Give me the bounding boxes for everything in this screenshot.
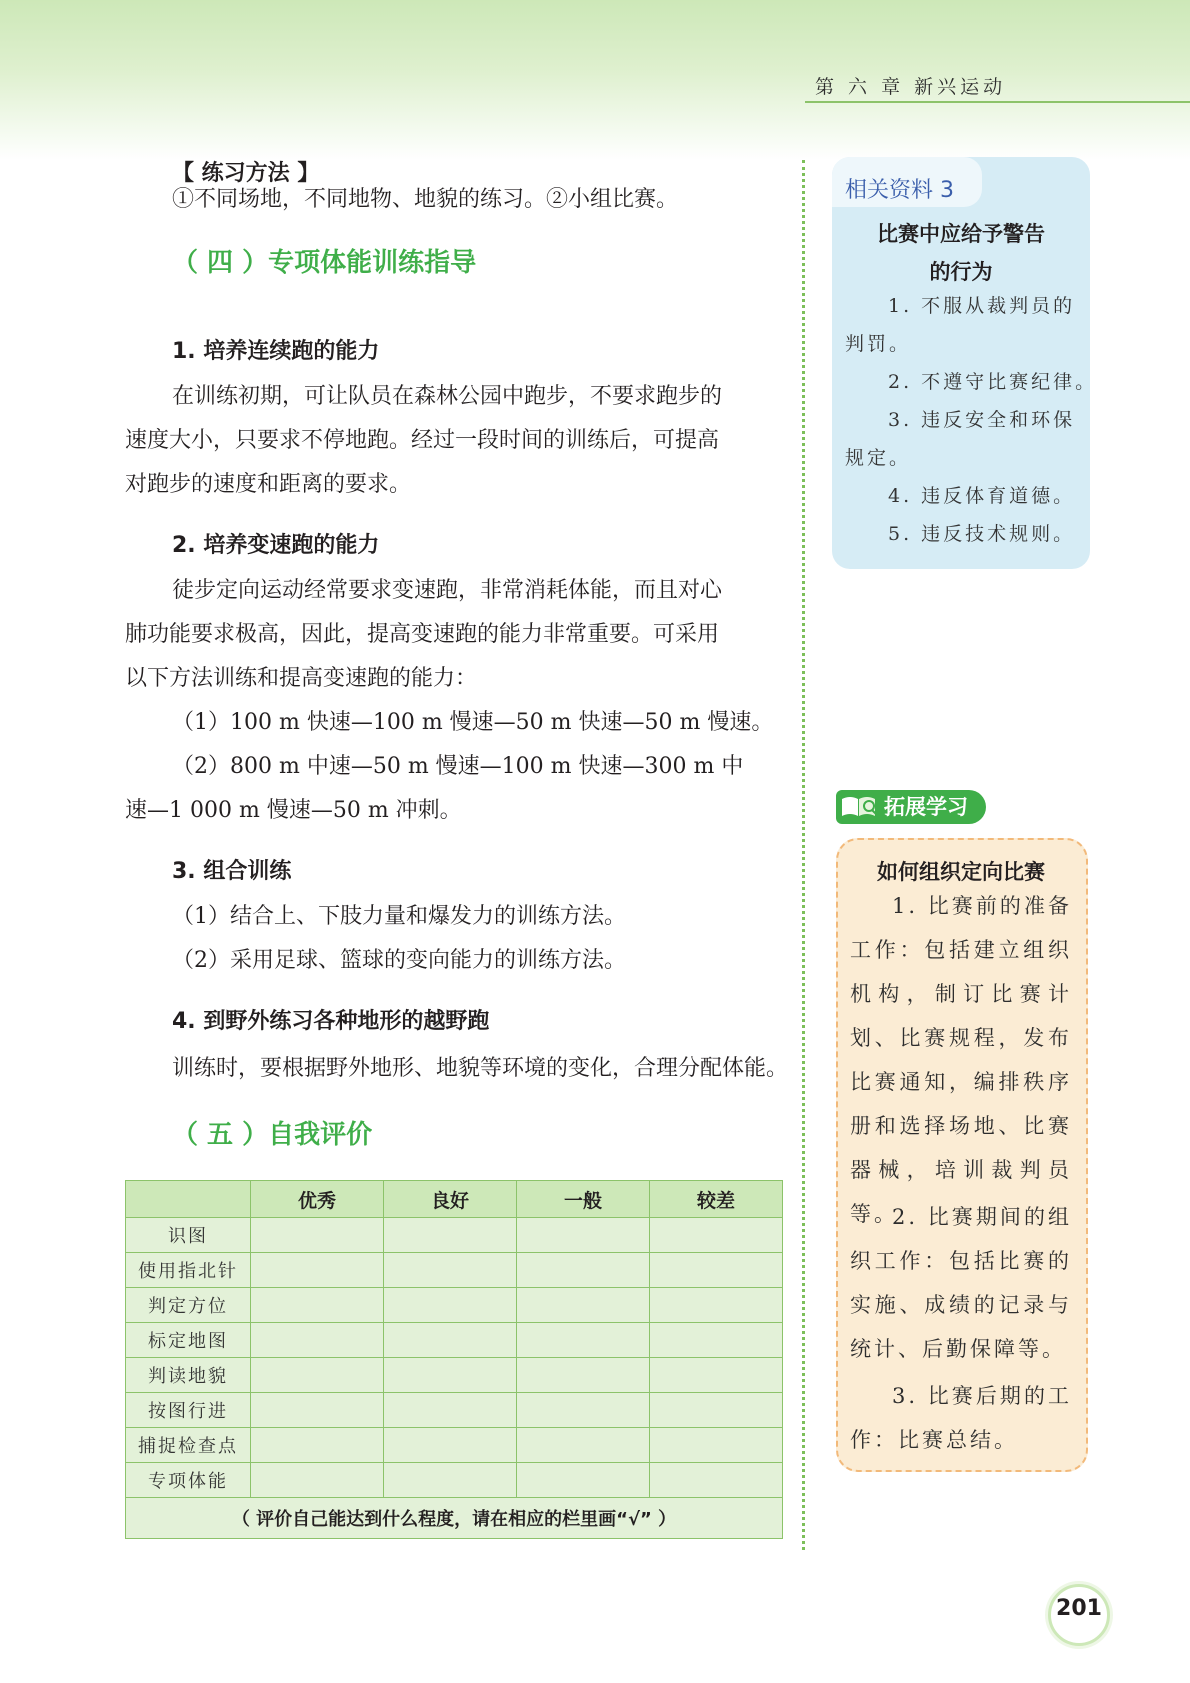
ref-item: 规定。	[845, 447, 912, 469]
rating-cell[interactable]	[251, 1288, 384, 1323]
table-row	[126, 1218, 783, 1253]
table-header-cell	[126, 1181, 251, 1218]
rating-cell[interactable]	[251, 1463, 384, 1498]
subsection-2-title: 2. 培养变速跑的能力	[172, 533, 380, 558]
ref-item: 2. 不遵守比赛纪律。	[888, 371, 1098, 393]
rating-cell[interactable]	[649, 1428, 782, 1463]
extension-badge-label: 拓展学习	[884, 795, 968, 819]
title-line: 的行为	[929, 260, 993, 284]
row-label: 使用指北针	[126, 1253, 251, 1288]
rating-cell[interactable]	[649, 1218, 782, 1253]
rating-cell[interactable]	[383, 1253, 516, 1288]
subsection-4-title: 4. 到野外练习各种地形的越野跑	[172, 1009, 490, 1034]
related-material-title	[832, 215, 1090, 291]
rating-cell[interactable]	[383, 1218, 516, 1253]
rating-cell[interactable]	[251, 1218, 384, 1253]
chapter-title: 第 六 章 新兴运动	[815, 76, 1007, 98]
rating-cell[interactable]	[251, 1358, 384, 1393]
rating-cell[interactable]	[383, 1428, 516, 1463]
rating-cell[interactable]	[383, 1463, 516, 1498]
rating-cell[interactable]	[649, 1288, 782, 1323]
ref-item: 3. 违反安全和环保	[888, 409, 1076, 431]
rating-cell[interactable]	[649, 1253, 782, 1288]
row-label: 按图行进	[126, 1393, 251, 1428]
rating-cell[interactable]	[649, 1358, 782, 1393]
column-divider	[802, 160, 805, 1550]
practice-method-title: 【 练习方法 】	[172, 161, 320, 186]
table-row	[126, 1253, 783, 1288]
extension-paragraph: 2. 比赛期间的组织工作：包括比赛的实施、成绩的记录与统计、后勤保障等。	[850, 1205, 1072, 1361]
rating-cell[interactable]	[516, 1253, 649, 1288]
paragraph-line: 训练时，要根据野外地形、地貌等环境的变化，合理分配体能。	[172, 1056, 789, 1081]
section-4-title: （ 四 ）专项体能训练指导	[172, 248, 477, 278]
method-item: （1）结合上、下肢力量和爆发力的训练方法。	[172, 904, 626, 929]
rating-cell[interactable]	[251, 1428, 384, 1463]
table-header-cell: 一般	[516, 1181, 649, 1218]
extension-paragraph: 1. 比赛前的准备工作：包括建立组织机构，制订比赛计划、比赛规程，发布比赛通知，编排秩序册和选择场地、比赛器械，培训裁判员等。	[850, 894, 1072, 1226]
rating-cell[interactable]	[516, 1358, 649, 1393]
row-label: 标定地图	[126, 1323, 251, 1358]
page-number: 201	[1056, 1596, 1102, 1621]
ref-item: 判罚。	[845, 333, 912, 355]
table-row	[126, 1288, 783, 1323]
subsection-1-title: 1. 培养连续跑的能力	[172, 339, 380, 364]
self-evaluation-table	[125, 1180, 783, 1539]
header-rule	[805, 101, 1190, 103]
table-header-row	[126, 1181, 783, 1218]
paragraph-line: 肺功能要求极高，因此，提高变速跑的能力非常重要。可采用	[125, 622, 720, 647]
extension-paragraph: 3. 比赛后期的工作：比赛总结。	[850, 1384, 1072, 1452]
method-item: （2）800 m 中速—50 m 慢速—100 m 快速—300 m 中	[172, 754, 744, 779]
subsection-3-title: 3. 组合训练	[172, 859, 292, 884]
rating-cell[interactable]	[383, 1288, 516, 1323]
paragraph-line: 对跑步的速度和距离的要求。	[125, 472, 412, 497]
table-row	[126, 1323, 783, 1358]
paragraph-line: 徒步定向运动经常要求变速跑，非常消耗体能，而且对心	[172, 578, 723, 603]
section-5-title: （ 五 ）自我评价	[172, 1120, 373, 1150]
row-label: 判读地貌	[126, 1358, 251, 1393]
rating-cell[interactable]	[516, 1288, 649, 1323]
practice-method-text: ①不同场地，不同地物、地貌的练习。②小组比赛。	[172, 187, 679, 212]
rating-cell[interactable]	[251, 1253, 384, 1288]
rating-cell[interactable]	[251, 1323, 384, 1358]
rating-cell[interactable]	[251, 1393, 384, 1428]
ref-item: 5. 违反技术规则。	[888, 523, 1076, 545]
related-material-label: 相关资料 3	[845, 178, 954, 203]
table-row	[126, 1393, 783, 1428]
row-label: 专项体能	[126, 1463, 251, 1498]
rating-cell[interactable]	[516, 1428, 649, 1463]
table-note-row	[126, 1498, 783, 1539]
ref-item: 1. 不服从裁判员的	[888, 295, 1076, 317]
method-item: （1）100 m 快速—100 m 慢速—50 m 快速—50 m 慢速。	[172, 710, 774, 735]
table-header-cell: 较差	[649, 1181, 782, 1218]
table-row	[126, 1428, 783, 1463]
rating-cell[interactable]	[516, 1463, 649, 1498]
row-label: 识图	[126, 1218, 251, 1253]
table-header-cell: 优秀	[251, 1181, 384, 1218]
rating-cell[interactable]	[649, 1323, 782, 1358]
paragraph-line: 在训练初期，可让队员在森林公园中跑步，不要求跑步的	[172, 384, 723, 409]
paragraph-line: 以下方法训练和提高变速跑的能力：	[125, 666, 478, 691]
rating-cell[interactable]	[516, 1218, 649, 1253]
rating-cell[interactable]	[383, 1393, 516, 1428]
row-label: 捕捉检查点	[126, 1428, 251, 1463]
rating-cell[interactable]	[516, 1393, 649, 1428]
ref-item: 4. 违反体育道德。	[888, 485, 1076, 507]
paragraph-line: 速度大小，只要求不停地跑。经过一段时间的训练后，可提高	[125, 428, 720, 453]
rating-cell[interactable]	[516, 1323, 649, 1358]
book-magnifier-icon	[836, 790, 884, 824]
rating-cell[interactable]	[649, 1463, 782, 1498]
title-line: 比赛中应给予警告	[877, 222, 1045, 246]
table-row	[126, 1358, 783, 1393]
row-label: 判定方位	[126, 1288, 251, 1323]
rating-cell[interactable]	[383, 1323, 516, 1358]
table-note: （ 评价自己能达到什么程度，请在相应的栏里画“√” ）	[126, 1498, 783, 1539]
method-item: 速—1 000 m 慢速—50 m 冲刺。	[125, 798, 462, 823]
table-row	[126, 1463, 783, 1498]
extension-title: 如何组织定向比赛	[877, 860, 1045, 884]
rating-cell[interactable]	[383, 1358, 516, 1393]
header-band	[0, 0, 1190, 160]
rating-cell[interactable]	[649, 1393, 782, 1428]
method-item: （2）采用足球、篮球的变向能力的训练方法。	[172, 948, 626, 973]
table-header-cell: 良好	[383, 1181, 516, 1218]
